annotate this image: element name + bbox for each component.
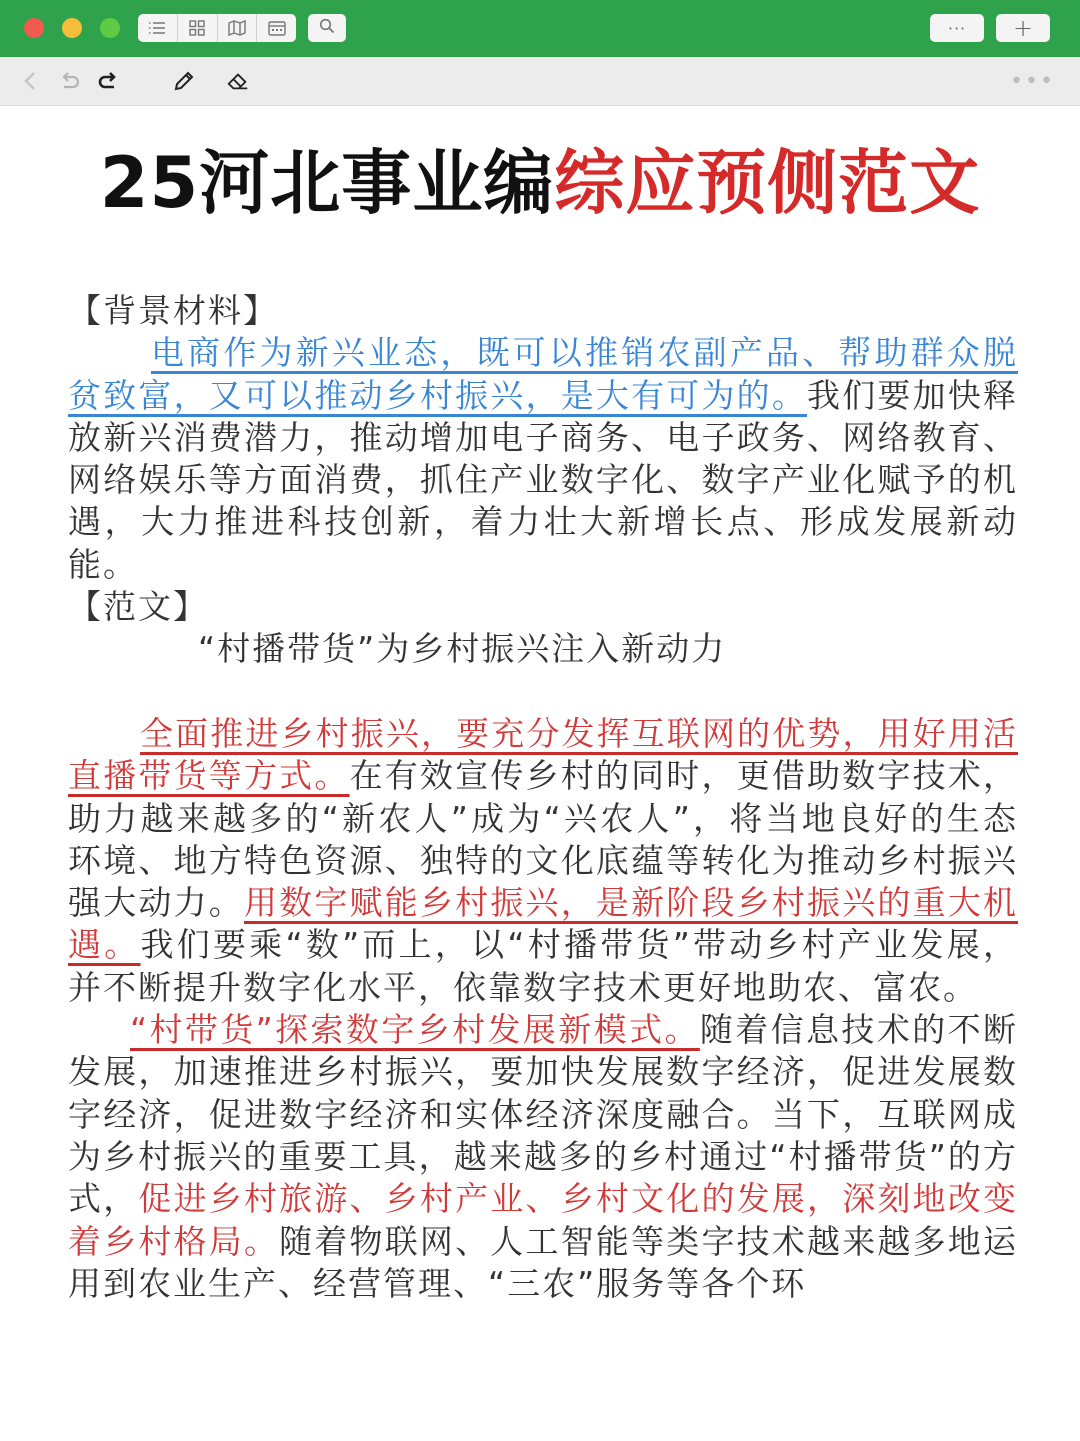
search-button[interactable]: [308, 14, 346, 42]
map-view-icon[interactable]: [218, 14, 258, 42]
undo-icon[interactable]: [58, 69, 82, 93]
paragraph-1-text-2: 我们要乘“数”而上，以“村播带货”带动乡村产业发展，并不断提升数字化水平，依靠数字技术更好地助农、富农。: [68, 925, 1019, 1007]
page-title: [0, 138, 1080, 228]
title-black-part: 25河北事业编: [99, 142, 555, 224]
essay-paragraph-1: [68, 713, 1018, 1009]
essay-label: 【范文】: [68, 587, 208, 627]
background-label: 【背景材料】: [68, 291, 278, 330]
list-view-icon[interactable]: [138, 14, 178, 42]
paragraph-1-highlight-2: 用数字赋能乡村振兴，是新阶段乡村振兴的重大机遇。: [68, 883, 1019, 965]
minimize-window-button[interactable]: [62, 18, 82, 38]
more-options-button[interactable]: ···: [930, 14, 984, 42]
zoom-window-button[interactable]: [100, 18, 120, 38]
close-window-button[interactable]: [24, 18, 44, 38]
essay-heading: “村播带货”为乡村振兴注入新动力: [198, 629, 727, 669]
paragraph-2-highlight-1: “村带货”探索数字乡村发展新模式。: [130, 1010, 700, 1050]
back-icon[interactable]: [18, 69, 42, 93]
title-red-part: 综应预侧范文: [554, 142, 981, 224]
paragraph-2-highlight-2: 促进乡村旅游、乡村产业、乡村文化的发展，深刻地改变着乡村格局。: [68, 1179, 1019, 1261]
view-switcher: [138, 14, 296, 42]
essay-paragraph-2: [68, 1009, 1018, 1305]
background-paragraph: [68, 332, 1018, 586]
paragraph-2-text-2: 随着物联网、人工智能等类字技术越来越多地运用到农业生产、经营管理、“三农”服务等各个环: [68, 1221, 1019, 1303]
grid-view-icon[interactable]: [178, 14, 218, 42]
editor-toolbar: [0, 57, 1080, 106]
paragraph-2-text-1: 随着信息技术的不断发展，加速推进乡村振兴，要加快发展数字经济，促进发展数字经济，促进数字经济和实体经济深度融合。当下，互联网成为乡村振兴的重要工具，越来越多的乡村通过“村播带货”的方式，: [68, 1010, 1018, 1219]
paragraph-1-highlight-1: 全面推进乡村振兴，要充分发挥互联网的优势，用好用活直播带货等方式。: [68, 713, 1018, 796]
search-icon: [319, 18, 335, 38]
add-button[interactable]: +: [996, 14, 1050, 42]
toolbar-more-button[interactable]: •••: [1010, 69, 1055, 94]
eraser-icon[interactable]: [226, 69, 250, 93]
background-highlight: 电商作为新兴业态，既可以推销农副产品、帮助群众脱贫致富，又可以推动乡村振兴，是大有可为的。: [68, 333, 1018, 415]
window-title-bar: [0, 0, 1080, 57]
paragraph-1-text-1: 在有效宣传乡村的同时，更借助数字技术，助力越来越多的“新农人”成为“兴农人”，将当地良好的生态环境、地方特色资源、独特的文化底蕴等转化为推动乡村振兴强大动力。: [68, 756, 1019, 923]
blank-line: [68, 671, 1018, 713]
calendar-view-icon[interactable]: [257, 14, 296, 42]
document-body: [68, 290, 1018, 1305]
redo-icon[interactable]: [96, 69, 120, 93]
pen-icon[interactable]: [172, 69, 196, 93]
background-text: 我们要加快释放新兴消费潜力，推动增加电子商务、电子政务、网络教育、网络娱乐等方面消费，抓住产业数字化、数字产业化赋予的机遇，大力推进科技创新，着力壮大新增长点、形成发展新动能。: [68, 375, 1019, 584]
